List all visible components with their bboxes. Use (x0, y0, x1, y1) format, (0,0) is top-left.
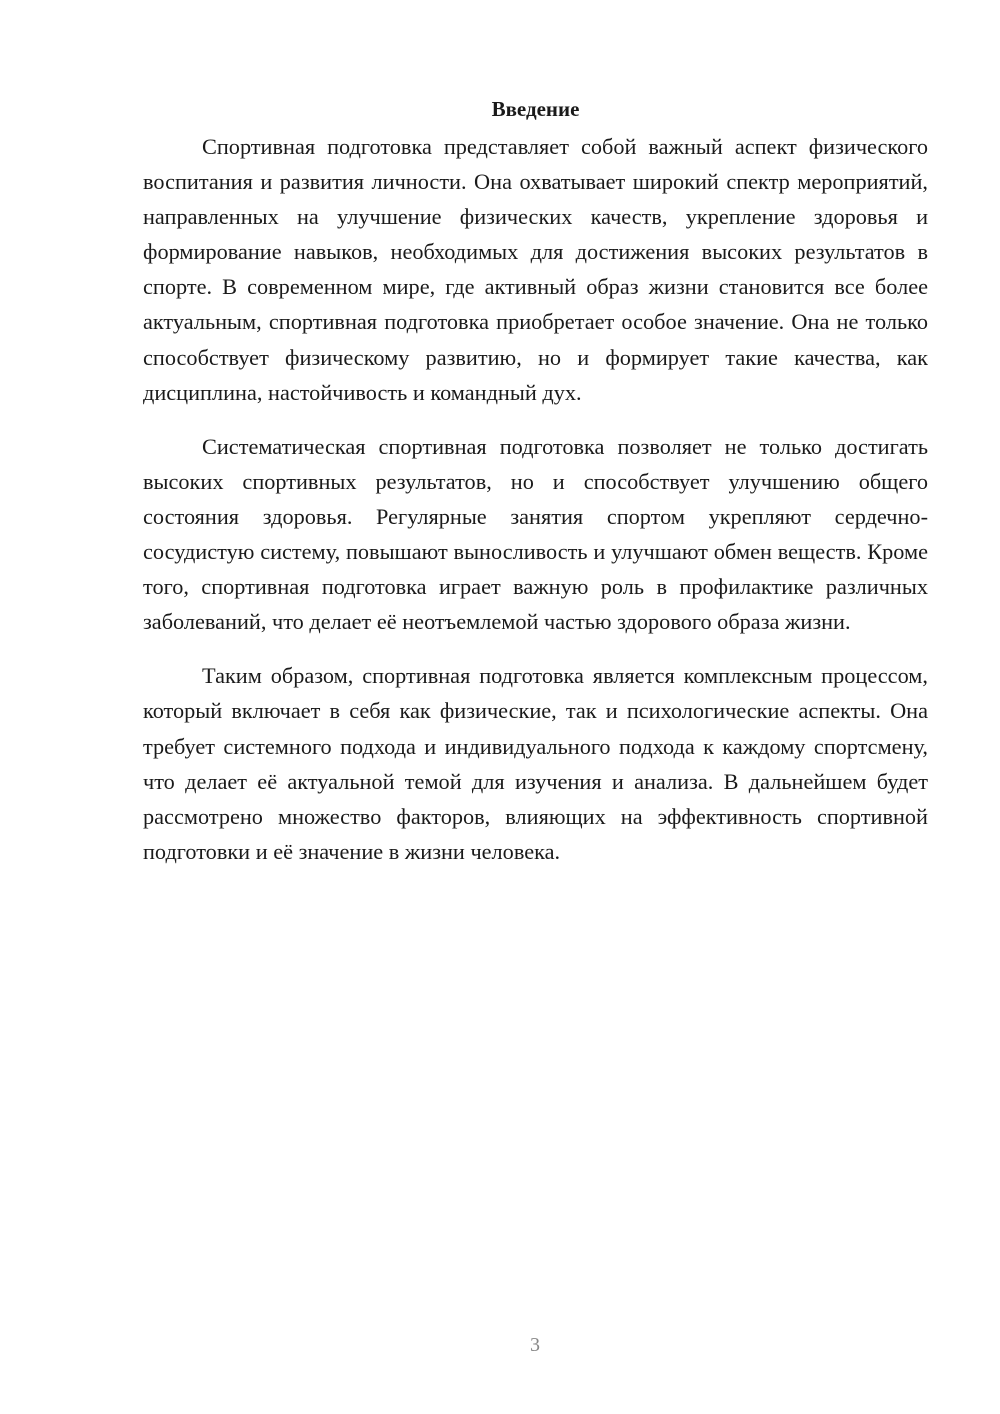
paragraph-1: Спортивная подготовка представляет собой важный аспект физического воспитания и развития личности. Она охватывает широкий спектр мероприятий, направленных на улучшение физических качеств, укрепление здоровья и формирование навыков, необходимых для достижения высоких результатов в спорте. В современном мире, где активный образ жизни становится все более актуальным, спортивная подготовка приобретает особое значение. Она не только способствует физическому развитию, но и формирует такие качества, как дисциплина, настойчивость и командный дух. (143, 134, 928, 405)
page-number: 3 (530, 1334, 540, 1356)
paragraph-2: Систематическая спортивная подготовка позволяет не только достигать высоких спортивных результатов, но и способствует улучшению общего состояния здоровья. Регулярные занятия спортом укрепляют сердечно-сосудистую систему, повышают выносливость и улучшают обмен веществ. Кроме того, спортивная подготовка играет важную роль в профилактике различных заболеваний, что делает её неотъемлемой частью здорового образа жизни. (143, 433, 928, 635)
document-page (143, 92, 928, 869)
document-title: Введение (491, 97, 580, 121)
paragraph-3: Таким образом, спортивная подготовка является комплексным процессом, который включает в себя как физические, так и психологические аспекты. Она требует системного подхода и индивидуального подхода к каждому спортсмену, что делает её актуальной темой для изучения и анализа. В дальнейшем будет рассмотрено множество факторов, влияющих на эффективность спортивной подготовки и её значение в жизни человека. (143, 663, 928, 864)
